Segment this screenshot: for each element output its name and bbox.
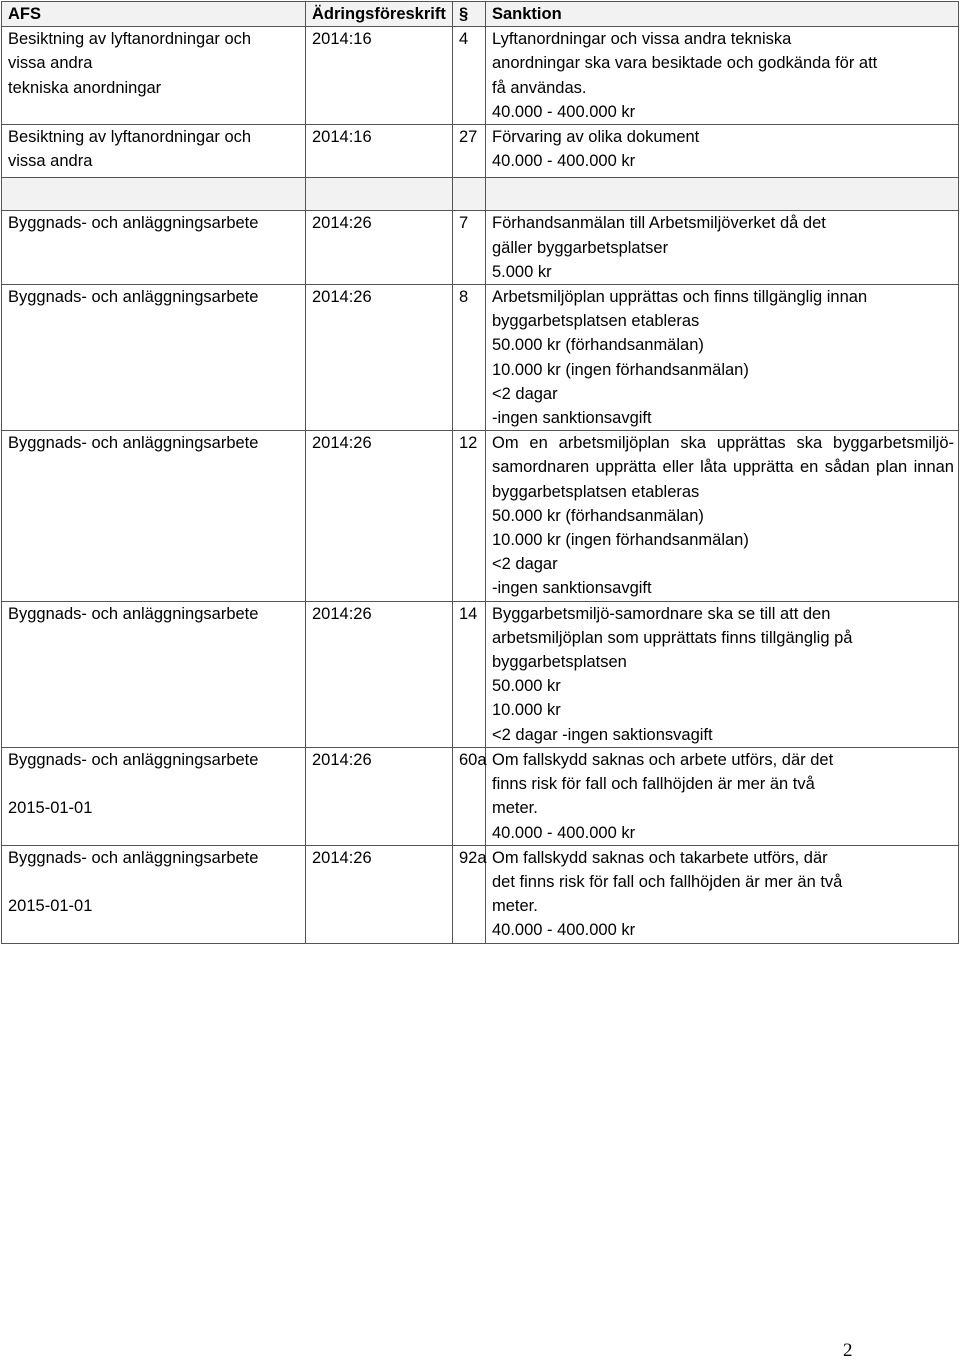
cell-paragraph: 27 — [453, 125, 486, 178]
page-number: 2 — [843, 1340, 853, 1361]
cell-paragraph: 12 — [453, 431, 486, 601]
sanktion-line: meter. — [492, 799, 538, 818]
header-paragraph: § — [453, 2, 486, 27]
cell-sanktion — [486, 27, 959, 125]
sanktion-line: det finns risk för fall och fallhöjden är mer än två — [492, 872, 843, 891]
table-row — [2, 747, 959, 845]
cell-foreskrift: 2014:26 — [306, 211, 453, 285]
sanktion-line: <2 dagar -ingen saktionsvagift — [492, 725, 713, 744]
cell-foreskrift: 2014:26 — [306, 285, 453, 431]
sanktion-line: finns risk för fall och fallhöjden är mer än två — [492, 775, 815, 794]
cell-foreskrift: 2014:26 — [306, 431, 453, 601]
cell-paragraph: 8 — [453, 285, 486, 431]
table-header-row — [2, 2, 959, 27]
afs-table — [1, 1, 959, 944]
cell-afs — [2, 125, 306, 178]
cell-sanktion — [486, 601, 959, 747]
table-row — [2, 601, 959, 747]
sanktion-amount: 40.000 - 400.000 kr — [492, 152, 636, 171]
separator-cell — [306, 178, 453, 211]
sanktion-amount: 40.000 - 400.000 kr — [492, 102, 636, 121]
sanktion-line: -ingen sanktionsavgift — [492, 409, 652, 428]
cell-foreskrift: 2014:26 — [306, 747, 453, 845]
cell-sanktion — [486, 211, 959, 285]
table-row — [2, 431, 959, 601]
sanktion-amount: 10.000 kr (ingen förhandsanmälan) — [492, 360, 749, 379]
afs-line: Besiktning av lyftanordningar och — [8, 30, 252, 49]
cell-sanktion — [486, 431, 959, 601]
sanktion-line: Förhandsanmälan till Arbetsmiljöverket då det — [492, 214, 826, 233]
separator-cell — [2, 178, 306, 211]
cell-sanktion — [486, 845, 959, 943]
header-afs: AFS — [2, 2, 306, 27]
cell-afs: Byggnads- och anläggningsarbete — [2, 285, 306, 431]
afs-line: vissa andra — [8, 152, 93, 171]
cell-foreskrift: 2014:26 — [306, 845, 453, 943]
cell-sanktion — [486, 747, 959, 845]
cell-afs: Byggnads- och anläggningsarbete — [2, 431, 306, 601]
separator-row — [2, 178, 959, 211]
sanktion-line: anordningar ska vara besiktade och godkända för att — [492, 54, 878, 73]
cell-afs — [2, 27, 306, 125]
cell-paragraph: 60a — [453, 747, 486, 845]
sanktion-line: byggarbetsplatsen — [492, 653, 627, 672]
sanktion-amount: 40.000 - 400.000 kr — [492, 921, 636, 940]
afs-line: Byggnads- och anläggningsarbete — [8, 750, 259, 769]
afs-spacer — [8, 870, 305, 894]
afs-date: 2015-01-01 — [8, 799, 93, 818]
sanktion-amount: 5.000 kr — [492, 262, 552, 281]
cell-afs: Byggnads- och anläggningsarbete — [2, 601, 306, 747]
afs-line: tekniska anordningar — [8, 78, 162, 97]
sanktion-line: gäller byggarbetsplatser — [492, 238, 669, 257]
cell-paragraph: 4 — [453, 27, 486, 125]
table-row — [2, 845, 959, 943]
sanktion-line: <2 dagar — [492, 384, 558, 403]
table-row — [2, 211, 959, 285]
cell-afs — [2, 845, 306, 943]
cell-afs: Byggnads- och anläggningsarbete — [2, 211, 306, 285]
sanktion-amount: 10.000 kr (ingen förhandsanmälan) — [492, 531, 749, 550]
table-row — [2, 125, 959, 178]
sanktion-line: byggarbetsplatsen etableras — [492, 312, 700, 331]
cell-afs — [2, 747, 306, 845]
sanktion-line: Byggarbetsmiljö-samordnare ska se till att den — [492, 604, 831, 623]
sanktion-amount: 50.000 kr (förhandsanmälan) — [492, 506, 704, 525]
sanktion-line: Förvaring av olika dokument — [492, 128, 700, 147]
sanktion-amount: 50.000 kr (förhandsanmälan) — [492, 336, 704, 355]
cell-paragraph: 92a — [453, 845, 486, 943]
sanktion-line: Arbetsmiljöplan upprättas och finns tillgänglig innan — [492, 288, 868, 307]
cell-foreskrift: 2014:16 — [306, 125, 453, 178]
cell-sanktion — [486, 125, 959, 178]
afs-spacer — [8, 772, 305, 796]
afs-line: Byggnads- och anläggningsarbete — [8, 848, 259, 867]
sanktion-line: Om fallskydd saknas och takarbete utförs, där — [492, 848, 828, 867]
header-sanktion: Sanktion — [486, 2, 959, 27]
cell-paragraph: 14 — [453, 601, 486, 747]
sanktion-line: <2 dagar — [492, 555, 558, 574]
afs-date: 2015-01-01 — [8, 896, 93, 915]
table-row — [2, 285, 959, 431]
sanktion-line: Om fallskydd saknas och arbete utförs, där det — [492, 750, 834, 769]
sanktion-line: -ingen sanktionsavgift — [492, 579, 652, 598]
afs-line: vissa andra — [8, 54, 93, 73]
header-foreskrift: Ädringsföreskrift — [306, 2, 453, 27]
separator-cell — [453, 178, 486, 211]
cell-paragraph: 7 — [453, 211, 486, 285]
sanktion-line: arbetsmiljöplan som upprättats finns tillgänglig på — [492, 628, 853, 647]
afs-line: Besiktning av lyftanordningar och — [8, 128, 252, 147]
cell-sanktion — [486, 285, 959, 431]
sanktion-line: meter. — [492, 897, 538, 916]
sanktion-line: Lyftanordningar och vissa andra tekniska — [492, 30, 792, 49]
cell-foreskrift: 2014:26 — [306, 601, 453, 747]
separator-cell — [486, 178, 959, 211]
sanktion-amount: 40.000 - 400.000 kr — [492, 823, 636, 842]
sanktion-line: få användas. — [492, 78, 587, 97]
sanktion-paragraph: Om en arbetsmiljöplan ska upprättas ska byggarbetsmiljö-samordnaren upprätta eller låta upprätta en sådan plan innan byggarbetsplatsen etableras — [492, 434, 954, 501]
cell-foreskrift: 2014:16 — [306, 27, 453, 125]
sanktion-amount: 10.000 kr — [492, 701, 561, 720]
sanktion-amount: 50.000 kr — [492, 677, 561, 696]
table-row — [2, 27, 959, 125]
